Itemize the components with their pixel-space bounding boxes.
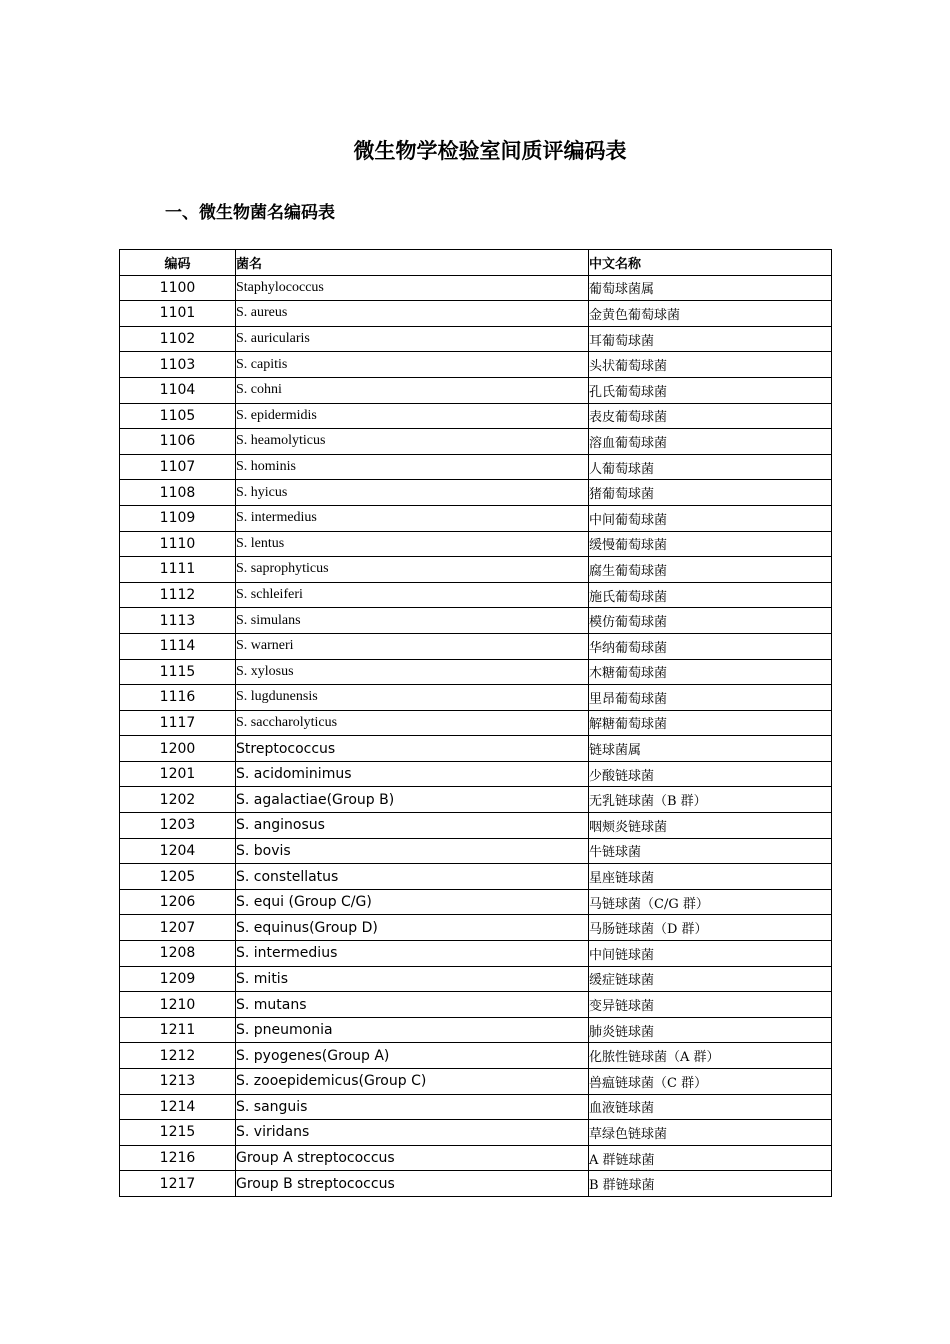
cell-bacteria-name: S. aureus <box>236 301 589 327</box>
cell-code: 1114 <box>120 633 236 659</box>
table-row <box>120 1145 832 1171</box>
cell-chinese-name: 变异链球菌 <box>589 992 832 1018</box>
cell-chinese-name: 人葡萄球菌 <box>589 454 832 480</box>
cell-code: 1116 <box>120 685 236 711</box>
cell-code: 1213 <box>120 1069 236 1095</box>
cell-chinese-name: 缓慢葡萄球菌 <box>589 531 832 557</box>
table-row <box>120 992 832 1018</box>
cell-bacteria-name: S. capitis <box>236 352 589 378</box>
cell-code: 1202 <box>120 787 236 813</box>
cell-chinese-name: B 群链球菌 <box>589 1171 832 1197</box>
cell-bacteria-name: S. saprophyticus <box>236 557 589 583</box>
cell-bacteria-name: S. xylosus <box>236 659 589 685</box>
cell-chinese-name: 星座链球菌 <box>589 864 832 890</box>
cell-chinese-name: 头状葡萄球菌 <box>589 352 832 378</box>
cell-code: 1211 <box>120 1017 236 1043</box>
cell-bacteria-name: S. mitis <box>236 966 589 992</box>
table-header-row <box>120 250 832 276</box>
cell-code: 1206 <box>120 889 236 915</box>
cell-chinese-name: 金黄色葡萄球菌 <box>589 301 832 327</box>
cell-code: 1103 <box>120 352 236 378</box>
table-row <box>120 659 832 685</box>
cell-bacteria-name: Group A streptococcus <box>236 1145 589 1171</box>
cell-bacteria-name: S. hominis <box>236 454 589 480</box>
cell-bacteria-name: S. hyicus <box>236 480 589 506</box>
cell-code: 1113 <box>120 608 236 634</box>
cell-code: 1109 <box>120 505 236 531</box>
cell-bacteria-name: S. mutans <box>236 992 589 1018</box>
table-row <box>120 582 832 608</box>
cell-chinese-name: 腐生葡萄球菌 <box>589 557 832 583</box>
cell-bacteria-name: S. cohni <box>236 377 589 403</box>
cell-code: 1209 <box>120 966 236 992</box>
cell-bacteria-name: Streptococcus <box>236 736 589 762</box>
cell-code: 1112 <box>120 582 236 608</box>
cell-bacteria-name: S. viridans <box>236 1120 589 1146</box>
cell-code: 1110 <box>120 531 236 557</box>
cell-chinese-name: 化脓性链球菌（A 群） <box>589 1043 832 1069</box>
cell-bacteria-name: S. agalactiae(Group B) <box>236 787 589 813</box>
table-row <box>120 608 832 634</box>
table-body <box>120 275 832 1196</box>
section-heading: 一、微生物菌名编码表 <box>165 203 335 223</box>
cell-code: 1217 <box>120 1171 236 1197</box>
cell-chinese-name: 溶血葡萄球菌 <box>589 429 832 455</box>
cell-bacteria-name: S. zooepidemicus(Group C) <box>236 1069 589 1095</box>
table-row <box>120 1043 832 1069</box>
cell-bacteria-name: Group B streptococcus <box>236 1171 589 1197</box>
cell-chinese-name: 马链球菌（C/G 群） <box>589 889 832 915</box>
cell-code: 1108 <box>120 480 236 506</box>
cell-code: 1101 <box>120 301 236 327</box>
table-row <box>120 352 832 378</box>
cell-chinese-name: 兽瘟链球菌（C 群） <box>589 1069 832 1095</box>
table-row <box>120 685 832 711</box>
table-row <box>120 813 832 839</box>
cell-code: 1102 <box>120 326 236 352</box>
cell-bacteria-name: S. auricularis <box>236 326 589 352</box>
cell-code: 1204 <box>120 838 236 864</box>
cell-code: 1212 <box>120 1043 236 1069</box>
table-row <box>120 710 832 736</box>
column-header-name: 菌名 <box>236 250 589 276</box>
table-row <box>120 864 832 890</box>
table-row <box>120 326 832 352</box>
table-row <box>120 633 832 659</box>
cell-chinese-name: 表皮葡萄球菌 <box>589 403 832 429</box>
table-row <box>120 761 832 787</box>
cell-bacteria-name: S. pyogenes(Group A) <box>236 1043 589 1069</box>
cell-bacteria-name: S. intermedius <box>236 941 589 967</box>
cell-chinese-name: 孔氏葡萄球菌 <box>589 377 832 403</box>
cell-chinese-name: 血液链球菌 <box>589 1094 832 1120</box>
cell-code: 1111 <box>120 557 236 583</box>
bacteria-code-table <box>119 249 832 1197</box>
table-row <box>120 403 832 429</box>
cell-chinese-name: 木糖葡萄球菌 <box>589 659 832 685</box>
cell-bacteria-name: S. epidermidis <box>236 403 589 429</box>
table-row <box>120 915 832 941</box>
cell-bacteria-name: S. heamolyticus <box>236 429 589 455</box>
cell-chinese-name: 少酸链球菌 <box>589 761 832 787</box>
cell-chinese-name: 模仿葡萄球菌 <box>589 608 832 634</box>
cell-bacteria-name: S. lentus <box>236 531 589 557</box>
cell-code: 1200 <box>120 736 236 762</box>
cell-chinese-name: 耳葡萄球菌 <box>589 326 832 352</box>
cell-code: 1104 <box>120 377 236 403</box>
cell-chinese-name: 链球菌属 <box>589 736 832 762</box>
cell-chinese-name: A 群链球菌 <box>589 1145 832 1171</box>
cell-code: 1208 <box>120 941 236 967</box>
table-row <box>120 736 832 762</box>
page-title: 微生物学检验室间质评编码表 <box>353 138 627 163</box>
cell-code: 1205 <box>120 864 236 890</box>
cell-bacteria-name: S. saccharolyticus <box>236 710 589 736</box>
cell-code: 1117 <box>120 710 236 736</box>
cell-chinese-name: 无乳链球菌（B 群） <box>589 787 832 813</box>
table-row <box>120 454 832 480</box>
cell-code: 1203 <box>120 813 236 839</box>
table-row <box>120 377 832 403</box>
cell-code: 1115 <box>120 659 236 685</box>
table-row <box>120 1094 832 1120</box>
cell-code: 1105 <box>120 403 236 429</box>
cell-bacteria-name: S. constellatus <box>236 864 589 890</box>
cell-bacteria-name: S. lugdunensis <box>236 685 589 711</box>
table-row <box>120 1017 832 1043</box>
table-row <box>120 531 832 557</box>
table-row <box>120 941 832 967</box>
cell-bacteria-name: S. equinus(Group D) <box>236 915 589 941</box>
cell-chinese-name: 肺炎链球菌 <box>589 1017 832 1043</box>
table-row <box>120 1069 832 1095</box>
table-row <box>120 1171 832 1197</box>
cell-chinese-name: 咽颊炎链球菌 <box>589 813 832 839</box>
cell-chinese-name: 猪葡萄球菌 <box>589 480 832 506</box>
cell-code: 1100 <box>120 275 236 301</box>
cell-code: 1216 <box>120 1145 236 1171</box>
column-header-chinese-name: 中文名称 <box>589 250 832 276</box>
table-row <box>120 966 832 992</box>
table-row <box>120 275 832 301</box>
cell-chinese-name: 马肠链球菌（D 群） <box>589 915 832 941</box>
cell-code: 1214 <box>120 1094 236 1120</box>
cell-bacteria-name: S. anginosus <box>236 813 589 839</box>
cell-code: 1215 <box>120 1120 236 1146</box>
cell-code: 1210 <box>120 992 236 1018</box>
table-row <box>120 889 832 915</box>
cell-code: 1106 <box>120 429 236 455</box>
table-row <box>120 429 832 455</box>
cell-chinese-name: 施氏葡萄球菌 <box>589 582 832 608</box>
cell-bacteria-name: S. simulans <box>236 608 589 634</box>
table-row <box>120 1120 832 1146</box>
cell-chinese-name: 里昂葡萄球菌 <box>589 685 832 711</box>
table-row <box>120 838 832 864</box>
table-row <box>120 787 832 813</box>
cell-chinese-name: 缓症链球菌 <box>589 966 832 992</box>
cell-code: 1107 <box>120 454 236 480</box>
cell-bacteria-name: S. sanguis <box>236 1094 589 1120</box>
table-row <box>120 301 832 327</box>
cell-bacteria-name: S. acidominimus <box>236 761 589 787</box>
cell-bacteria-name: Staphylococcus <box>236 275 589 301</box>
cell-chinese-name: 华纳葡萄球菌 <box>589 633 832 659</box>
cell-bacteria-name: S. warneri <box>236 633 589 659</box>
cell-chinese-name: 中间链球菌 <box>589 941 832 967</box>
cell-bacteria-name: S. equi (Group C/G) <box>236 889 589 915</box>
table-row <box>120 505 832 531</box>
cell-bacteria-name: S. bovis <box>236 838 589 864</box>
cell-chinese-name: 中间葡萄球菌 <box>589 505 832 531</box>
column-header-code: 编码 <box>120 250 236 276</box>
cell-code: 1201 <box>120 761 236 787</box>
cell-chinese-name: 牛链球菌 <box>589 838 832 864</box>
table-row <box>120 480 832 506</box>
cell-code: 1207 <box>120 915 236 941</box>
cell-chinese-name: 解糖葡萄球菌 <box>589 710 832 736</box>
cell-bacteria-name: S. pneumonia <box>236 1017 589 1043</box>
cell-chinese-name: 草绿色链球菌 <box>589 1120 832 1146</box>
cell-bacteria-name: S. schleiferi <box>236 582 589 608</box>
cell-bacteria-name: S. intermedius <box>236 505 589 531</box>
cell-chinese-name: 葡萄球菌属 <box>589 275 832 301</box>
table-row <box>120 557 832 583</box>
